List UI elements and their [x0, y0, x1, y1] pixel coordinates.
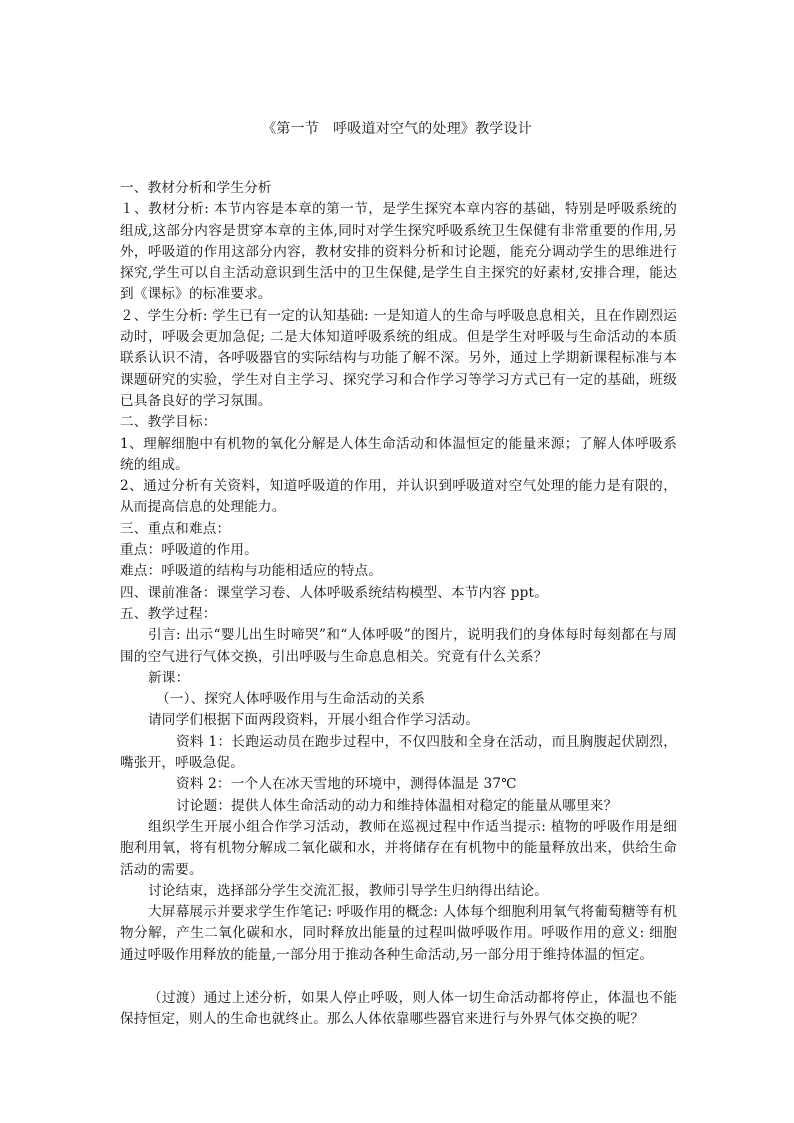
- paragraph-new-lesson: 新课：: [148, 669, 190, 686]
- paragraph-discussion: 讨论题：提供人体生命活动的动力和维持体温相对稳定的能量从哪里来？: [176, 797, 618, 814]
- paragraph-transition: （过渡）通过上述分析，如果人停止呼吸，则人体一切生命活动都将停止，体温也不能保持恒定，则人的生命也就终止。那么人体依靠哪些器官来进行与外界气体交换的呢？: [120, 989, 677, 1028]
- paragraph-discussion-end: 讨论结束，选择部分学生交流汇报，教师引导学生归纳得出结论。: [148, 882, 549, 899]
- paragraph-big-screen: 大屏幕展示并要求学生作笔记: 呼吸作用的概念: 人体每个细胞利用氧气将葡萄糖等有机物分解，产生二氧化碳和水，同时释放出能量的过程叫做呼吸作用。呼吸作用的意义: 细胞通过呼吸作用释放的能量,一部分用于推动各种生命活动,另一部分用于维持体温的恒定。: [120, 904, 677, 963]
- paragraph-material-1: 资料 1：长跑运动员在跑步过程中，不仅四肢和全身在活动，而且胸腹起伏剧烈，嘴张开，呼吸急促。: [120, 733, 677, 772]
- paragraph-student-analysis: ２、学生分析: 学生已有一定的认知基础: 一是知道人的生命与呼吸息息相关，且在作剧烈运动时，呼吸会更加急促; 二是大体知道呼吸系统的组成。但是学生对呼吸与生命活动的本质联系认识不清，各呼吸器官的实际结构与功能了解不深。另外，通过上学期新课程标准与本课题研究的实验，学生对自主学习、探究学习和合作学习等学习方式已有一定的基础，班级已具备良好的学习氛围。: [120, 307, 677, 409]
- paragraph-key-point: 重点：呼吸道的作用。: [120, 542, 258, 559]
- section-heading-preparation: 四、课前准备：课堂学习卷、人体呼吸系统结构模型、本节内容 ppt。: [120, 584, 549, 601]
- paragraph-material-2: 资料 2：一个人在冰天雪地的环境中，测得体温是 37℃: [176, 776, 517, 793]
- paragraph-introduction: 引言: 出示“婴儿出生时啼哭”和“人体呼吸”的图片，说明我们的身体每时每刻都在与周围的空气进行气体交换，引出呼吸与生命息息相关。究竟有什么关系？: [120, 627, 677, 665]
- document-title: 《第一节 呼吸道对空气的处理》教学设计: [262, 121, 532, 137]
- paragraph-organize: 组织学生开展小组合作学习活动，教师在巡视过程中作适当提示: 植物的呼吸作用是细胞利用氧，将有机物分解成二氧化碳和水，并将储存在有机物中的能量释放出来，供给生命活动的需要。: [120, 818, 677, 878]
- paragraph-objective-2: 2、通过分析有关资料，知道呼吸道的作用，并认识到呼吸道对空气处理的能力是有限的，从而提高信息的处理能力。: [120, 478, 677, 516]
- paragraph-textbook-analysis: １、教材分析: 本节内容是本章的第一节，是学生探究本章内容的基础，特别是呼吸系统的组成,这部分内容是贯穿本章的主体,同时对学生探究呼吸系统卫生保健有非常重要的作用,另外，呼吸道的作用这部分内容，教材安排的资料分析和讨论题，能充分调动学生的思维进行探究,学生可以自主活动意识到生活中的卫生保健,是学生自主探究的好素材,安排合理，能达到《课标》的标准要求。: [120, 201, 677, 303]
- paragraph-instruction: 请同学们根据下面两段资料，开展小组合作学习活动。: [148, 712, 480, 729]
- section-heading-key-points: 三、重点和难点：: [120, 520, 231, 537]
- section-heading-process: 五、教学过程：: [120, 605, 217, 622]
- subheading-explore: （一）、探究人体呼吸作用与生命活动的关系: [156, 691, 426, 708]
- document-body: [120, 178, 677, 1031]
- paragraph-difficulty: 难点：呼吸道的结构与功能相适应的特点。: [120, 563, 383, 580]
- paragraph-gap: [120, 966, 677, 988]
- section-heading-objectives: 二、教学目标：: [120, 414, 217, 431]
- section-heading-analysis: 一、教材分析和学生分析: [120, 180, 272, 196]
- paragraph-objective-1: 1、理解细胞中有机物的氧化分解是人体生命活动和体温恒定的能量来源；了解人体呼吸系统的组成。: [120, 435, 677, 473]
